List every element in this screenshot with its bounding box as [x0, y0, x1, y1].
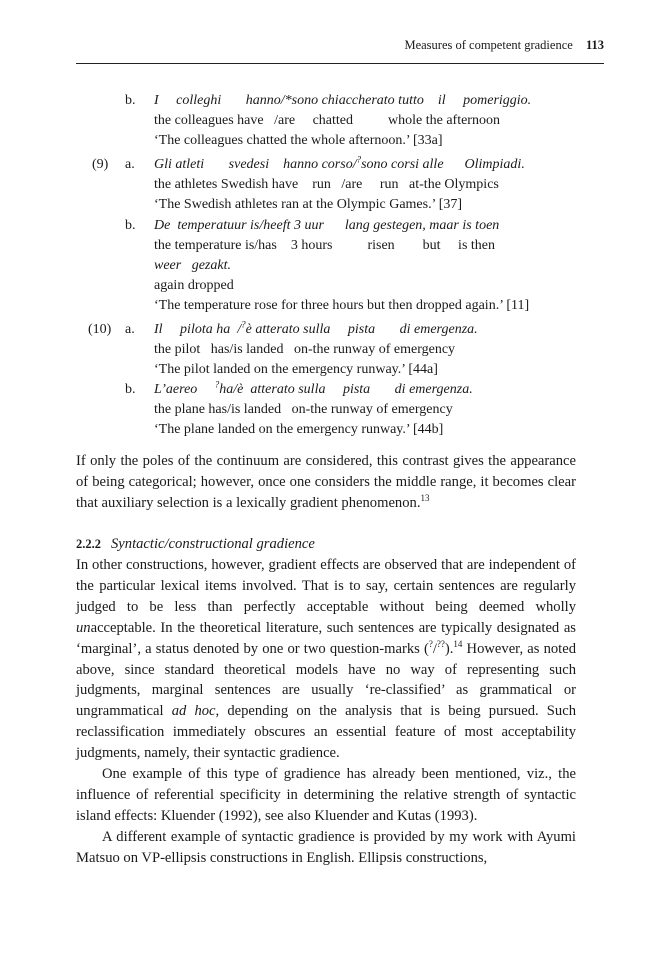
ex9b-italic-line-2: weer gezakt. — [154, 258, 231, 273]
ex10-number: (10) — [88, 322, 112, 337]
ex8b-translation: ‘The colleagues chatted the whole afternoon.’ [33a] — [154, 133, 443, 148]
paragraph-2-italic-un: un — [76, 619, 91, 636]
ex10a-letter: a. — [125, 322, 135, 337]
ex10b-question-mark: ? — [214, 379, 220, 390]
paragraph-2-text-b: acceptable. In the theoretical literature, such sentences are typically designated as ‘marginal’, a status denoted by one or two question-marks ( — [76, 619, 576, 657]
ex10b-letter: b. — [125, 382, 136, 397]
ex8b-gloss: the colleagues have /are chatted whole the afternoon — [154, 113, 500, 128]
page-number: 113 — [585, 38, 604, 52]
ex9a-question-mark: ? — [356, 154, 362, 165]
ex10b-italic-pre: L’aereo — [154, 382, 215, 397]
slash: / — [432, 640, 437, 657]
section-number: 2.2.2 — [76, 537, 101, 551]
paragraph-4 — [76, 827, 576, 869]
ex10b-italic-post: ha/è atterato sulla pista di emergenza. — [219, 382, 473, 397]
ex10a-italic-post: è atterato sulla pista di emergenza. — [245, 322, 478, 337]
running-title: Measures of competent gradience — [404, 38, 573, 52]
footnote-13: 13 — [420, 492, 430, 503]
ex9a-italic-line — [154, 155, 525, 175]
ex10b-translation: ‘The plane landed on the emergency runway.’ [44b] — [154, 422, 444, 437]
paragraph-2-text-a: In other constructions, however, gradient effects are observed that are independent of the particular lexical items involved. That is to say, certain sentences are regularly judged to be less than perfectly acceptable without being deemed wholly — [76, 557, 576, 615]
ex9b-translation: ‘The temperature rose for three hours but then dropped again.’ [11] — [154, 298, 530, 313]
ex10a-question-mark: ? — [241, 319, 246, 330]
paragraph-2-italic-ad-hoc: ad hoc — [171, 703, 216, 720]
ex9a-letter: a. — [125, 157, 135, 172]
ex10a-italic-line — [154, 320, 478, 340]
paragraph-4-text: A different example of syntactic gradience is provided by my work with Ayumi Matsuo on VP-ellipsis constructions in English. Ellipsis constructions, — [76, 829, 576, 866]
paragraph-1 — [76, 451, 576, 514]
ex9b-letter: b. — [125, 218, 136, 233]
footnote-14: 14 — [453, 638, 463, 649]
ex9b-italic-line: De temperatuur is/heeft 3 uur lang gestegen, maar is toen — [154, 218, 500, 233]
section-title: Syntactic/constructional gradience — [111, 536, 315, 552]
double-question-mark: ?? — [436, 638, 445, 649]
ex10a-italic-pre: Il pilota ha / — [154, 322, 242, 337]
ex9a-italic-pre: Gli atleti svedesi hanno corso/ — [154, 157, 357, 172]
paragraph-2-text-d: However, as noted above, since standard theoretical models have no way of representing such judgments, marginal sentences are usually ‘re-classified’ as grammatical or ungrammatical — [76, 640, 576, 720]
ex9-number: (9) — [92, 157, 109, 172]
ex10a-translation: ‘The pilot landed on the emergency runway.’ [44a] — [154, 362, 438, 377]
ex10a-gloss: the pilot has/is landed on-the runway of emergency — [154, 342, 456, 357]
paragraph-1-text: If only the poles of the continuum are considered, this contrast gives the appearance of being categorical; however, once one considers the middle range, it becomes clear that auxiliary selection is a lexically gradient phenomenon. — [76, 453, 576, 511]
section-heading — [76, 534, 315, 554]
paragraph-2-text-c: ). — [444, 640, 454, 657]
paragraph-2-text-e: , depending on the analysis that is being pursued. Such reclassification immediately obscures an essential feature of most acceptability judgments, namely, their syntactic gradience. — [76, 703, 576, 762]
ex9a-translation: ‘The Swedish athletes ran at the Olympic Games.’ [37] — [154, 197, 463, 212]
single-question-mark: ? — [428, 638, 433, 649]
paragraph-3 — [76, 764, 576, 827]
ex9a-gloss: the athletes Swedish have run /are run at-the Olympics — [154, 177, 499, 192]
header-rule — [76, 63, 604, 64]
running-header — [76, 38, 604, 60]
ex8b-italic-line: I colleghi hanno/*sono chiaccherato tutto il pomeriggio. — [154, 93, 532, 108]
ex9a-italic-post: sono corsi alle Olimpiadi. — [361, 157, 525, 172]
paragraph-2 — [76, 555, 576, 764]
ex8b-letter: b. — [125, 93, 136, 108]
ex9b-gloss-2: again dropped — [154, 278, 234, 293]
ex10b-gloss: the plane has/is landed on-the runway of emergency — [154, 402, 453, 417]
ex10b-italic-line — [154, 380, 473, 400]
ex9b-gloss: the temperature is/has 3 hours risen but is then — [154, 238, 495, 253]
paragraph-3-text: One example of this type of gradience has already been mentioned, viz., the influence of referential specificity in determining the relative strength of syntactic island effects: Kluender (1992), see also Kluender and Kutas (1993). — [76, 766, 576, 824]
